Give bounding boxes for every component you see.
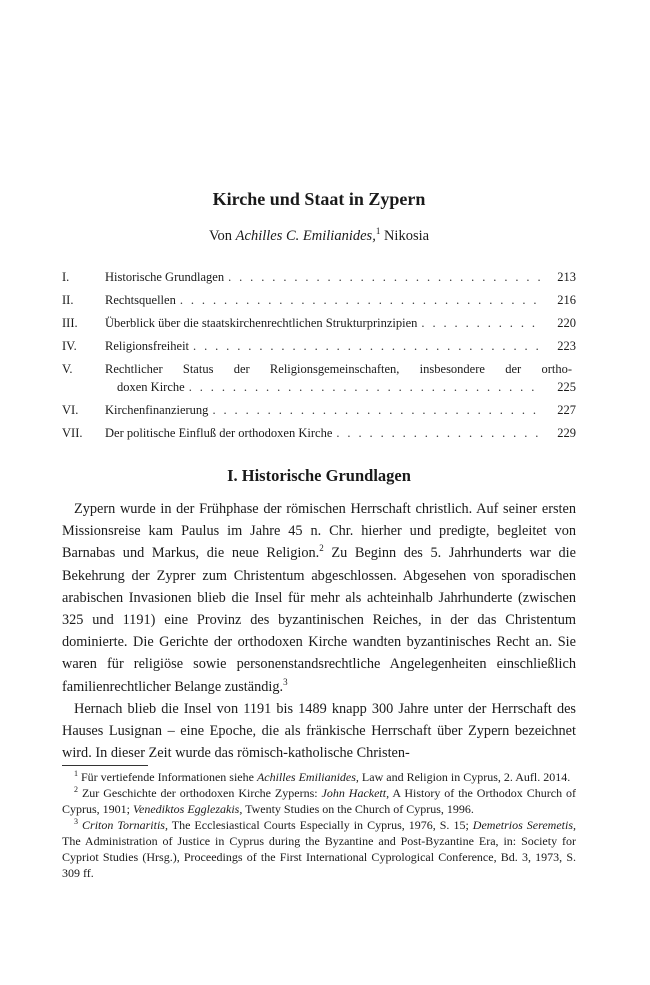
footnote-text: Twenty Studies on the Church of Cyprus, 1996. (242, 802, 474, 816)
paragraph: Hernach blieb die Insel von 1191 bis 1489 knapp 300 Jahre unter der Herrschaft des Hauses Lusignan – eine Epoche, die als fränkische Herrschaft über Zypern bezeichnet wird. In dieser Zeit wurde das römisch-katholische Christen- (62, 700, 576, 762)
footnotes (62, 769, 576, 881)
toc-entry-number: II. (62, 293, 74, 307)
author-location: Nikosia (383, 228, 430, 244)
toc-entry-title: Religionsfreiheit (105, 339, 190, 353)
footnote-ref-3[interactable]: 3 (283, 676, 288, 687)
toc-entry-page: 213 (557, 270, 576, 284)
toc-entry-page: 229 (557, 426, 576, 440)
footnote-text: The Ecclesiastical Courts Especially in Cyprus, 1976, S. 15; (167, 818, 473, 832)
footnote-number: 2 (74, 785, 78, 794)
footnote-text: Zur Geschichte der orthodoxen Kirche Zyperns: (81, 786, 322, 800)
toc-entry-title: Kirchenfinanzierung (105, 403, 209, 417)
footnote-divider (62, 765, 148, 766)
toc-entry-number: III. (62, 316, 78, 330)
toc-leader-dots (193, 337, 540, 355)
footnote-author: Achilles Emilianides, (256, 770, 359, 784)
toc-entry-page: 227 (557, 403, 576, 417)
footnote-author: Demetrios Seremetis, (472, 818, 577, 832)
toc-entry[interactable] (62, 401, 576, 424)
footnote (62, 785, 576, 817)
footnote-text: The Administration of Justice in Cyprus during the Byzantine and Post-Byzantine Era, in: Society for Cypriot Studies (Hrsg.), Proceedings of the First International Cyprological Conference, Bd. 3, 1973, S. 309 ff. (62, 834, 576, 880)
footnote-number: 3 (74, 817, 78, 826)
footnote-number: 1 (74, 769, 78, 778)
toc-leader-dots (228, 268, 540, 286)
footnote-text: Law and Religion in Cyprus, 2. Aufl. 2014. (358, 770, 571, 784)
toc-entry[interactable] (62, 314, 576, 337)
toc-entry-page: 220 (557, 316, 576, 330)
footnote (62, 817, 576, 881)
toc-entry[interactable] (62, 268, 576, 291)
toc-leader-dots (180, 291, 540, 309)
toc-leader-dots (421, 314, 540, 332)
toc-entry[interactable] (62, 337, 576, 360)
body-text (62, 498, 576, 764)
footnote-author: Criton Tornaritis, (82, 818, 168, 832)
toc-entry-number: I. (62, 270, 70, 284)
toc-leader-dots (336, 424, 540, 442)
toc-entry-number: VII. (62, 426, 83, 440)
toc-entry-title: Überblick über die staatskirchenrechtlichen Strukturprinzipien (105, 316, 418, 330)
footnote (62, 769, 576, 785)
toc-entry-page: 216 (557, 293, 576, 307)
toc-entry-number: V. (62, 362, 73, 376)
toc-entry-page: 225 (557, 380, 576, 394)
toc-entry-page: 223 (557, 339, 576, 353)
toc-entry-title: Der politische Einfluß der orthodoxen Kirche (105, 426, 333, 440)
toc-entry[interactable] (62, 360, 576, 401)
footnote-author: John Hackett, (321, 786, 390, 800)
footnote-text: Für vertiefende Informationen siehe (81, 770, 257, 784)
article-title: Kirche und Staat in Zypern (212, 189, 426, 209)
footnote-author: Venediktos Egglezakis, (133, 802, 243, 816)
toc-entry-title-continued: doxen Kirche (117, 380, 185, 394)
footnote-ref-2[interactable]: 2 (319, 543, 324, 554)
byline-prefix: Von (208, 228, 233, 244)
footnote-text: A History of the Orthodox Church of Cyprus, 1901; (62, 786, 577, 816)
toc-entry-title: Rechtlicher Status der Religionsgemeinschaften, insbesondere der ortho- (105, 362, 572, 376)
toc-leader-dots (189, 378, 540, 396)
paragraph-text: Zypern wurde in der Frühphase der römischen Herrschaft christlich. Auf seiner ersten Missionsreise kam Paulus im Jahre 45 n. Chr. hierher und predigte, begleitet von Barnabas und Markus, die neue Religion. (62, 501, 576, 562)
toc-entry-title: Historische Grundlagen (105, 270, 225, 284)
paragraph-text: Zu Beginn des 5. Jahrhunderts war die Bekehrung der Zyprer zum Christentum abgeschlossen. Abgesehen von sporadischen arabischen Invasionen blieb die Insel für mehr als achteinhalb Jahrhunderte (zwischen 325 und 1191) eine Provinz des byzantinischen Reiches, in der das Christentum dominierte. Die Gerichte der orthodoxen Kirche wandten byzantinisches Recht an. Sie waren für religiöse sowie personenstandsrechtliche Angelegenheiten einschließlich familienrechtlicher Belange zuständig. (62, 545, 576, 695)
toc-entry-title: Rechtsquellen (105, 293, 176, 307)
toc-entry-number: IV. (62, 339, 77, 353)
section-heading: I. Historische Grundlagen (227, 466, 411, 485)
author-name: Achilles C. Emilianides, (235, 228, 376, 244)
paragraph (62, 498, 576, 698)
toc-entry[interactable] (62, 424, 576, 447)
footnote-ref-1[interactable]: 1 (375, 226, 381, 236)
article-byline (62, 227, 576, 245)
toc-entry-number: VI. (62, 403, 79, 417)
table-of-contents (62, 268, 576, 447)
toc-entry[interactable] (62, 291, 576, 314)
toc-leader-dots (212, 401, 540, 419)
